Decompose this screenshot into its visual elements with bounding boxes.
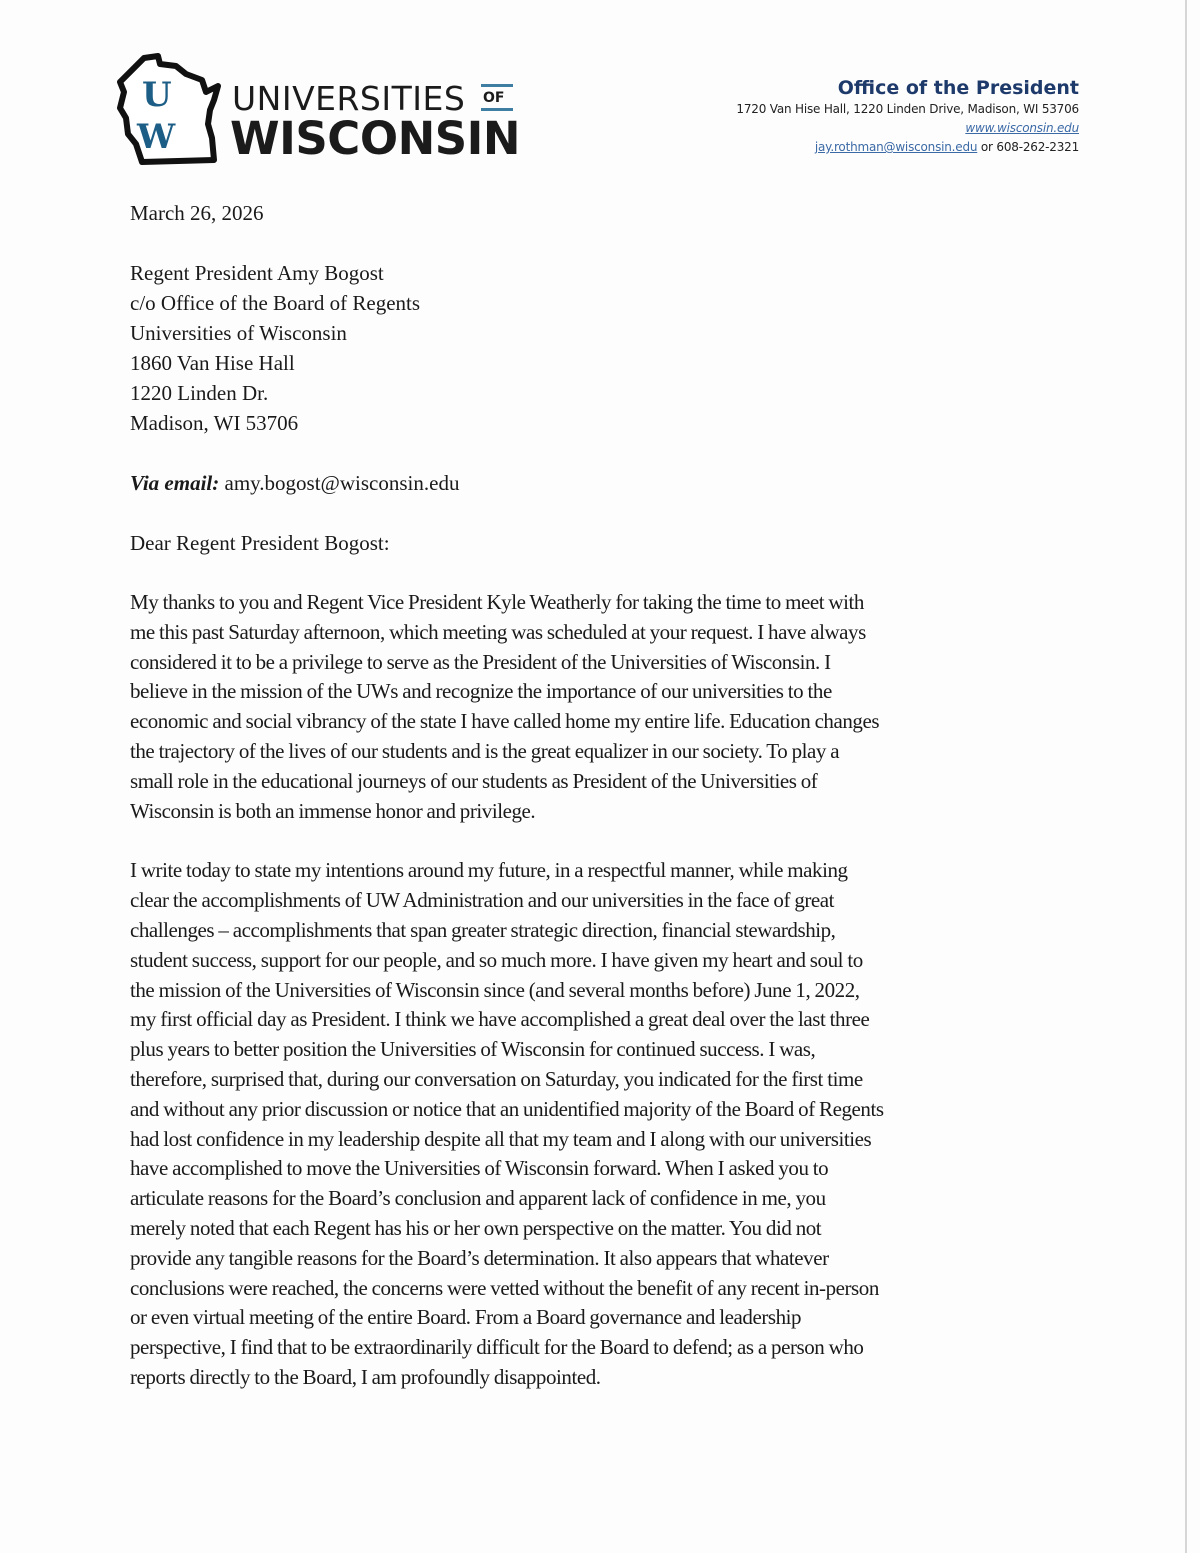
text-line: perspective, I find that to be extraordinarily difficult for the Board to defend; as a person who	[130, 1335, 864, 1360]
phone-separator: or	[977, 140, 997, 154]
text-line: merely noted that each Regent has his or her own perspective on the matter. You did not	[130, 1215, 822, 1240]
text-line: conclusions were reached, the concerns were vetted without the benefit of any recent in-person	[130, 1275, 879, 1300]
recipient-line: c/o Office of the Board of Regents	[130, 291, 421, 315]
recipient-address	[130, 258, 1050, 438]
logo-wordmark-universities: UNIVERSITIES	[232, 79, 466, 118]
text-line: I write today to state my intentions around my future, in a respectful manner, while making	[130, 858, 848, 883]
text-line: or even virtual meeting of the entire Board. From a Board governance and leadership	[130, 1305, 802, 1330]
logo-of-top-bar	[481, 84, 513, 87]
logo-wordmark-wisconsin: WISCONSIN	[230, 112, 521, 165]
scan-edge-line	[1185, 0, 1187, 1553]
website-link[interactable]: www.wisconsin.edu	[965, 121, 1079, 135]
recipient-line: 1220 Linden Dr.	[130, 381, 269, 405]
paragraph-2	[130, 856, 1050, 1392]
office-title: Office of the President	[837, 77, 1079, 99]
text-line: the mission of the Universities of Wisconsin since (and several months before) June 1, 2022,	[130, 977, 860, 1002]
office-address: 1720 Van Hise Hall, 1220 Linden Drive, Madison, WI 53706	[736, 102, 1079, 116]
salutation: Dear Regent President Bogost:	[130, 531, 390, 555]
logo-monogram-w: W	[137, 117, 176, 157]
text-line: challenges – accomplishments that span greater strategic direction, financial stewardship,	[130, 917, 836, 942]
recipient-line: Universities of Wisconsin	[130, 321, 347, 345]
letter-body	[130, 198, 1050, 1393]
text-line: therefore, surprised that, during our conversation on Saturday, you indicated for the first time	[130, 1066, 863, 1091]
text-line: Wisconsin is both an immense honor and privilege.	[130, 798, 536, 823]
office-contact-line	[736, 138, 1079, 157]
universities-of-wisconsin-logo	[114, 52, 524, 167]
text-line: provide any tangible reasons for the Board’s determination. It also appears that whatever	[130, 1245, 829, 1270]
text-line: the trajectory of the lives of our students and is the great equalizer in our society. To play a	[130, 738, 840, 763]
text-line: believe in the mission of the UWs and recognize the importance of our universities to the	[130, 679, 832, 704]
text-line: plus years to better position the Universities of Wisconsin for continued success. I was,	[130, 1037, 816, 1062]
via-email-label: Via email:	[130, 471, 220, 495]
via-email-address: amy.bogost@wisconsin.edu	[224, 471, 460, 495]
office-phone: 608-262-2321	[996, 140, 1079, 154]
logo-of-text: OF	[483, 90, 505, 106]
paragraph-1	[130, 588, 1050, 826]
text-line: considered it to be a privilege to serve as the President of the Universities of Wisconsin. I	[130, 649, 831, 674]
office-contact-block	[736, 76, 1079, 157]
text-line: economic and social vibrancy of the state I have called home my entire life. Education changes	[130, 709, 880, 734]
text-line: My thanks to you and Regent Vice President Kyle Weatherly for taking the time to meet with	[130, 590, 864, 614]
recipient-line: Madison, WI 53706	[130, 411, 299, 435]
recipient-line: Regent President Amy Bogost	[130, 261, 384, 285]
text-line: and without any prior discussion or notice that an unidentified majority of the Board of Regents	[130, 1096, 884, 1121]
text-line: clear the accomplishments of UW Administration and our universities in the face of great	[130, 888, 835, 913]
letter-date: March 26, 2026	[130, 201, 264, 225]
text-line: me this past Saturday afternoon, which meeting was scheduled at your request. I have always	[130, 619, 866, 644]
email-link[interactable]: jay.rothman@wisconsin.edu	[814, 140, 978, 154]
recipient-line: 1860 Van Hise Hall	[130, 351, 295, 375]
text-line: articulate reasons for the Board’s conclusion and apparent lack of confidence in me, you	[130, 1186, 826, 1211]
text-line: my first official day as President. I think we have accomplished a great deal over the last three	[130, 1007, 870, 1032]
logo-of-mark	[481, 82, 513, 116]
via-email-line	[130, 468, 1050, 498]
text-line: student success, support for our people, and so much more. I have given my heart and soul to	[130, 947, 863, 972]
logo-of-bottom-bar	[481, 108, 513, 111]
text-line: reports directly to the Board, I am profoundly disappointed.	[130, 1364, 601, 1389]
logo-monogram-u: U	[142, 75, 172, 115]
text-line: small role in the educational journeys of our students as President of the Universities of	[130, 768, 818, 793]
text-line: had lost confidence in my leadership despite all that my team and I along with our universities	[130, 1126, 872, 1151]
text-line: have accomplished to move the Universities of Wisconsin forward. When I asked you to	[130, 1156, 829, 1181]
